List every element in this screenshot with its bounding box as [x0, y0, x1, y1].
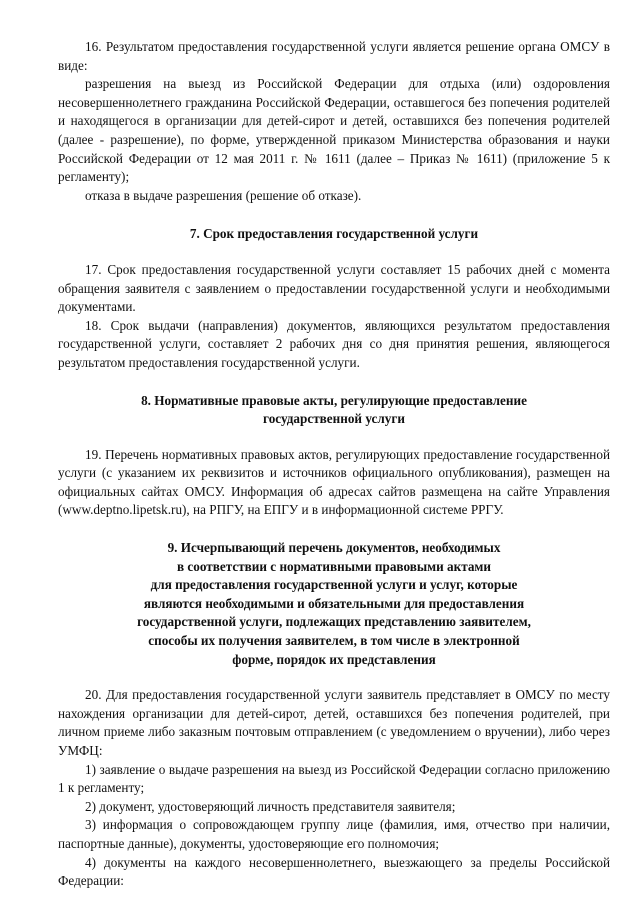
section-8-heading-line: государственной услуги	[263, 411, 405, 427]
section-9-heading-line: являются необходимыми и обязательными для предоставления	[143, 595, 525, 611]
document-page	[58, 38, 610, 891]
paragraph-20-item-3: 3) информация о сопровождающем группу лице (фамилия, имя, отчество при наличии, паспортные данные), документы, удостоверяющие его полномочия;	[58, 817, 610, 851]
section-9-heading-line: для предоставления государственной услуги и услуг, которые	[150, 577, 518, 593]
section-9-heading-line: в соответствии с нормативными правовыми актами	[176, 558, 492, 574]
paragraph-20-item-2: 2) документ, удостоверяющий личность представителя заявителя;	[85, 798, 456, 814]
paragraph-16-item-permission: разрешения на выезд из Российской Федерации для отдыха (или) оздоровления несовершеннолетнего гражданина Российской Федерации, оставшегося без попечения родителей и находящегося в организации для детей-сирот и детей, оставшихся без попечения родителей (далее - разрешение), по форме, утвержденной приказом Министерства образования и науки Российской Федерации от 12 мая 2011 г. № 1611 (далее – Приказ № 1611) (приложение 5 к регламенту);	[58, 76, 610, 185]
paragraph-20-item-4: 4) документы на каждого несовершеннолетнего, выезжающего за пределы Российской Федерации:	[58, 854, 610, 889]
section-8-heading	[58, 392, 610, 429]
section-7-heading: 7. Срок предоставления государственной услуги	[189, 226, 479, 242]
section-9-heading-line: способы их получения заявителем, в том числе в электронной	[148, 633, 520, 649]
section-8-heading-line: 8. Нормативные правовые акты, регулирующие предоставление	[141, 392, 527, 408]
paragraph-16-item-refusal: отказа в выдаче разрешения (решение об отказе).	[85, 187, 362, 203]
paragraph-17: 17. Срок предоставления государственной услуги составляет 15 рабочих дней с момента обращения заявителя с заявлением о предоставлении государственной услуги и необходимыми документами.	[58, 261, 610, 315]
section-9-heading-line: форме, порядок их представления	[232, 651, 436, 667]
paragraph-18: 18. Срок выдачи (направления) документов, являющихся результатом предоставления государственной услуги, составляет 2 рабочих дня со дня принятия решения, являющегося результатом предоставления государственной услуги.	[58, 317, 610, 370]
section-9-heading	[58, 539, 610, 669]
paragraph-20: 20. Для предоставления государственной услуги заявитель представляет в ОМСУ по месту нахождения организации для детей-сирот, детей, оставшихся без попечения родителей, при личном приеме либо заказным почтовым отправлением (с уведомлением о вручении), либо через УМФЦ:	[58, 687, 610, 758]
section-9-heading-line: 9. Исчерпывающий перечень документов, необходимых	[167, 540, 501, 556]
paragraph-20-item-1: 1) заявление о выдаче разрешения на выезд из Российской Федерации согласно приложению 1 к регламенту;	[58, 761, 610, 796]
section-9-heading-line: государственной услуги, подлежащих представлению заявителем,	[137, 614, 531, 630]
paragraph-19: 19. Перечень нормативных правовых актов, регулирующих предоставление государственной услуги (с указанием их реквизитов и источников официального опубликования), размещен на официальных сайтах ОМСУ. Информация об адресах сайтов размещена на сайте Управления (www.deptno.lipetsk.ru), на РПГУ, на ЕПГУ и в информационной системе РРГУ.	[58, 446, 610, 518]
paragraph-16-intro: 16. Результатом предоставления государственной услуги является решение органа ОМСУ в виде:	[58, 39, 610, 73]
